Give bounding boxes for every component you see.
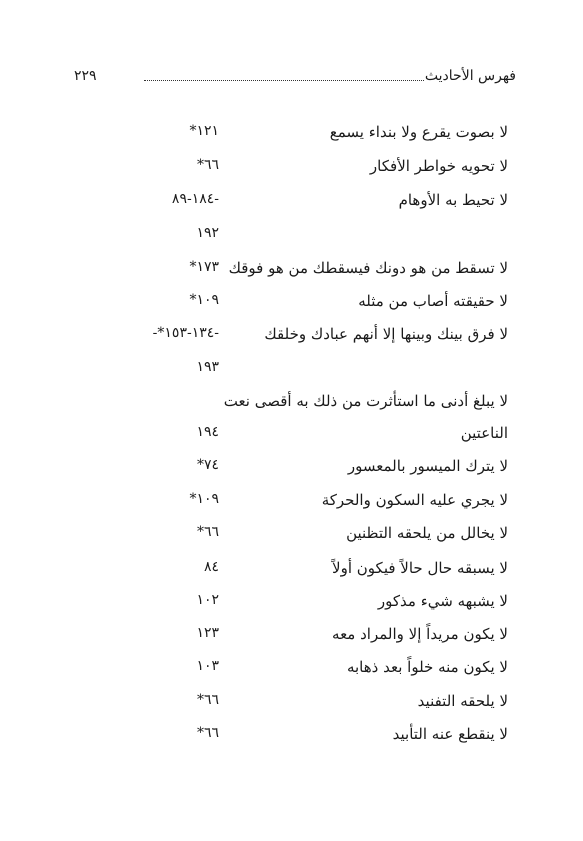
entry-text: لا بصوت يقرع ولا بنداء يسمع [329, 123, 508, 141]
entry-text: لا تحيط به الأوهام [398, 191, 508, 209]
index-entry [0, 359, 583, 385]
entry-text: الناعتين [460, 424, 508, 442]
entry-text: لا يكون منه خلواً بعد ذهابه [346, 658, 508, 676]
index-entry [0, 625, 583, 651]
entry-ref: ٦٦* [196, 157, 219, 173]
index-entry [0, 725, 583, 751]
index-entry [0, 457, 583, 483]
entry-ref: ٦٦* [196, 524, 219, 540]
entry-ref: ٨٤ [203, 559, 219, 575]
index-entry [0, 325, 583, 351]
index-entry [0, 424, 583, 450]
entry-text: لا تسقط من هو دونك فيسقطك من هو فوقك [228, 259, 508, 277]
running-header [74, 68, 516, 90]
header-title: فهرس الأحاديث [424, 68, 516, 84]
index-entry [0, 491, 583, 517]
index-entry [0, 592, 583, 618]
entry-text: لا يجري عليه السكون والحركة [321, 491, 508, 509]
index-entry [0, 559, 583, 585]
entry-ref: ٧٤* [196, 457, 219, 473]
index-entry [0, 692, 583, 718]
index-entry [0, 524, 583, 550]
index-entry [0, 157, 583, 183]
entry-text: لا يترك الميسور بالمعسور [347, 457, 508, 475]
index-entry [0, 191, 583, 217]
entry-text: لا حقيقته أصاب من مثله [358, 292, 508, 310]
entry-ref: -١٨٤-٨٩ [171, 191, 219, 207]
index-entry [0, 392, 583, 418]
index-entry [0, 292, 583, 318]
entry-text: لا يلحقه التفنيد [417, 692, 508, 710]
entry-text: لا يشبهه شيء مذكور [377, 592, 508, 610]
entry-text: لا يخالل من يلحقه التظنين [346, 524, 508, 542]
entry-text: لا تحويه خواطر الأفكار [369, 157, 508, 175]
entry-text: لا يسبقه حال حالاً فيكون أولاً [332, 559, 508, 577]
index-entry [0, 259, 583, 285]
entry-text: لا ينقطع عنه التأبيد [392, 725, 508, 743]
index-entry [0, 225, 583, 251]
entry-ref: ٦٦* [196, 725, 219, 741]
entry-text: لا يكون مريداً إلا والمراد معه [332, 625, 508, 643]
entry-ref: ١٧٣* [189, 259, 219, 275]
entry-ref: ١٩٣ [196, 359, 219, 375]
entry-ref: ١٠٩* [189, 491, 219, 507]
header-dot-leader [144, 80, 424, 81]
entry-ref: ١٢٣ [196, 625, 219, 641]
entry-ref: ١٠٣ [196, 658, 219, 674]
entry-ref: ١٠٢ [196, 592, 219, 608]
entry-ref: ١٠٩* [189, 292, 219, 308]
index-entry [0, 123, 583, 149]
entry-ref: ١٩٤ [196, 424, 219, 440]
entry-ref: ١٩٢ [196, 225, 219, 241]
index-entry [0, 658, 583, 684]
page-number: ٢٢٩ [74, 68, 97, 84]
entry-text: لا يبلغ أدنى ما استأثرت من ذلك به أقصى نعت [223, 392, 508, 410]
entry-text: لا فرق بينك وبينها إلا أنهم عبادك وخلقك [264, 325, 508, 343]
entry-ref: ١٢١* [189, 123, 219, 139]
entry-ref: ٦٦* [196, 692, 219, 708]
entry-ref: -١٣٤-١٥٣*- [152, 325, 219, 341]
